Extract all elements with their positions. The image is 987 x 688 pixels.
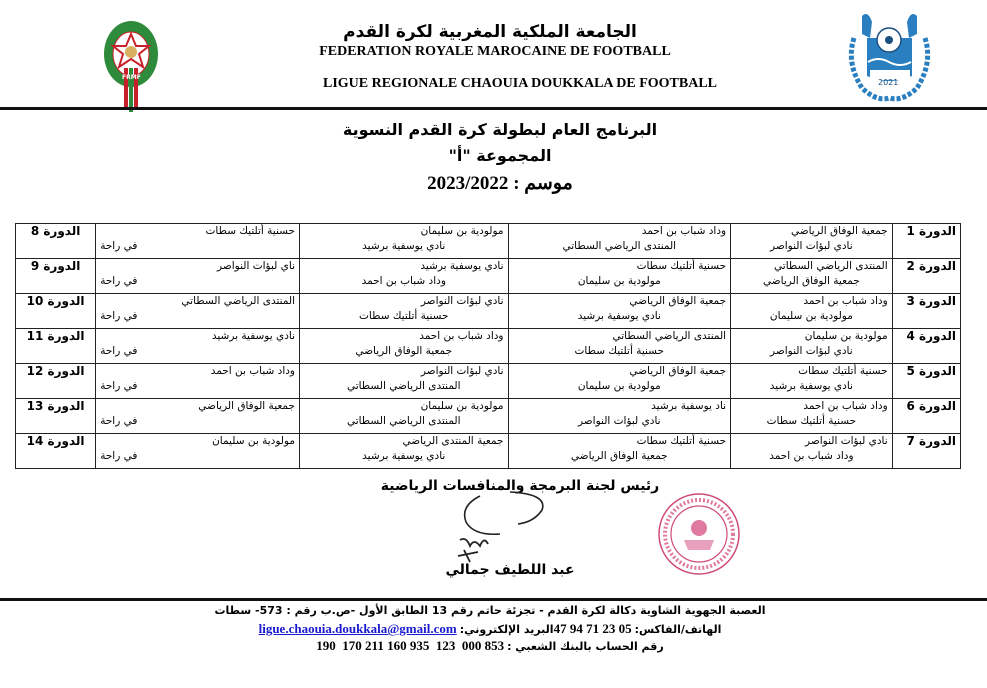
away-team: نادي لبؤات النواصر — [577, 415, 661, 427]
round-label: الدورة 6 — [892, 399, 960, 434]
match-cell — [731, 329, 893, 364]
home-team: جمعية المنتدى الرياضي — [402, 435, 504, 447]
handwritten-signature — [430, 488, 560, 568]
home-team: حسنية أتلتيك سطات — [636, 260, 727, 272]
home-team: نادي لبؤات النواصر — [420, 365, 504, 377]
match-cell — [300, 329, 509, 364]
match-cell — [508, 399, 731, 434]
match-cell — [96, 399, 300, 434]
schedule-row — [16, 434, 961, 469]
match-cell — [300, 399, 509, 434]
home-team: جمعية الوفاق الرياضي — [198, 400, 295, 412]
home-team: جمعية الوفاق الرياضي — [790, 225, 888, 237]
match-cell — [300, 294, 509, 329]
rest-note: في راحة — [100, 310, 138, 322]
group-title: المجموعة "أ" — [448, 146, 552, 165]
match-cell — [96, 434, 300, 469]
round-label-return: الدورة 10 — [16, 294, 96, 329]
signatory-title: رئيس لجنة البرمجة والمنافسات الرياضية — [380, 478, 660, 494]
home-team: المنتدى الرياضي السطاتي — [612, 330, 727, 342]
home-team: وداد شباب بن احمد — [210, 365, 295, 377]
league-logo-year: 2021 — [878, 78, 899, 87]
schedule-row — [16, 329, 961, 364]
frmf-logo-label: FRMF — [122, 74, 141, 81]
away-team: مولودية بن سليمان — [577, 275, 661, 287]
away-team: حسنية أتلتيك سطات — [359, 310, 449, 322]
phone-label: الهاتف/الفاكس: — [634, 623, 722, 636]
round-label: الدورة 4 — [892, 329, 960, 364]
home-team: مولودية بن سليمان — [212, 435, 295, 447]
home-team: وداد شباب بن احمد — [803, 295, 888, 307]
match-cell — [300, 434, 509, 469]
signatory-name: عبد اللطيف جمالي — [445, 562, 575, 578]
round-label: الدورة 5 — [892, 364, 960, 399]
schedule-table — [15, 223, 961, 469]
round-label-return: الدورة 8 — [16, 224, 96, 259]
round-label-return: الدورة 11 — [16, 329, 96, 364]
rest-note: في راحة — [100, 345, 138, 357]
match-cell — [731, 259, 893, 294]
match-cell — [731, 399, 893, 434]
away-team: نادي يوسفية برشيد — [769, 380, 853, 392]
match-cell — [96, 224, 300, 259]
home-team: المنتدى الرياضي السطاتي — [774, 260, 888, 272]
round-label-return: الدورة 13 — [16, 399, 96, 434]
official-stamp — [652, 488, 747, 580]
away-team: جمعية الوفاق الرياضي — [570, 450, 668, 462]
home-team: جمعية الوفاق الرياضي — [629, 365, 727, 377]
match-cell — [508, 434, 731, 469]
season-title: موسم : 2023/2022 — [427, 173, 573, 194]
away-team: وداد شباب بن احمد — [769, 450, 854, 462]
home-team: مولودية بن سليمان — [420, 400, 504, 412]
match-cell — [96, 294, 300, 329]
away-team: مولودية بن سليمان — [577, 380, 661, 392]
round-label-return: الدورة 14 — [16, 434, 96, 469]
round-label: الدورة 2 — [892, 259, 960, 294]
league-logo — [842, 8, 937, 106]
rest-note: في راحة — [100, 415, 138, 427]
rest-note: في راحة — [100, 240, 138, 252]
home-team: وداد شباب بن احمد — [641, 225, 727, 237]
home-team: وداد شباب بن احمد — [803, 400, 888, 412]
match-cell — [508, 294, 731, 329]
home-team: ناي لبؤات النواصر — [217, 260, 295, 272]
match-cell — [731, 434, 893, 469]
home-team: وداد شباب بن احمد — [419, 330, 504, 342]
phone-number: 47 94 71 23 05 — [553, 621, 632, 636]
home-team: مولودية بن سليمان — [804, 330, 888, 342]
match-cell — [508, 329, 731, 364]
match-cell — [96, 259, 300, 294]
rest-note: في راحة — [100, 380, 138, 392]
rest-note: في راحة — [100, 275, 138, 287]
bank-label: رقم الحساب بالبنك الشعبي : — [507, 640, 664, 653]
program-title: البرنامج العام لبطولة كرة القدم النسوية — [342, 120, 658, 139]
round-label: الدورة 7 — [892, 434, 960, 469]
bank-number: 190 170 211 160 935 123 000 853 — [316, 638, 505, 653]
footer-contact — [160, 621, 820, 637]
schedule-row — [16, 224, 961, 259]
match-cell — [300, 259, 509, 294]
away-team: جمعية الوفاق الرياضي — [763, 275, 860, 287]
match-cell — [508, 259, 731, 294]
footer-divider — [0, 598, 987, 601]
schedule-row — [16, 364, 961, 399]
home-team: ناد يوسفية برشيد — [651, 400, 727, 412]
round-label: الدورة 1 — [892, 224, 960, 259]
away-team: حسنية أتلتيك سطات — [766, 415, 857, 427]
round-label-return: الدورة 12 — [16, 364, 96, 399]
home-team: المنتدى الرياضي السطاتي — [181, 295, 295, 307]
home-team: نادي لبؤات النواصر — [420, 295, 504, 307]
away-team: نادي لبؤات النواصر — [770, 240, 853, 252]
rest-note: في راحة — [100, 450, 138, 462]
home-team: حسنية أتلتيك سطات — [798, 365, 888, 377]
email-label: البريد الإلكتروني: — [459, 623, 554, 636]
schedule-row — [16, 294, 961, 329]
league-title-french: LIGUE REGIONALE CHAOUIA DOUKKALA DE FOOTBALL — [322, 76, 717, 91]
away-team: نادي يوسفية برشيد — [362, 240, 446, 252]
home-team: حسنية أتلتيك سطات — [205, 225, 295, 237]
home-team: نادي لبؤات النواصر — [805, 435, 888, 447]
away-team: المنتدى الرياضي السطاتي — [346, 380, 461, 392]
away-team: المنتدى الرياضي السطاتي — [562, 240, 677, 252]
match-cell — [300, 364, 509, 399]
federation-title-french: FEDERATION ROYALE MAROCAINE DE FOOTBALL — [319, 44, 671, 59]
away-team: نادي يوسفية برشيد — [362, 450, 446, 462]
match-cell — [96, 364, 300, 399]
home-team: مولودية بن سليمان — [420, 225, 504, 237]
match-cell — [731, 294, 893, 329]
footer-address: العصبة الجهوية الشاوية دكالة لكرة القدم - تجزئة حاتم رقم 13 الطابق الأول -ص.ب رقم : 573- سطات — [214, 604, 766, 617]
home-team: جمعية الوفاق الرياضي — [629, 295, 727, 307]
away-team: نادي لبؤات النواصر — [770, 345, 853, 357]
match-cell — [300, 224, 509, 259]
away-team: مولودية بن سليمان — [769, 310, 853, 322]
round-label-return: الدورة 9 — [16, 259, 96, 294]
away-team: حسنية أتلتيك سطات — [574, 345, 665, 357]
footer-bank — [160, 638, 820, 654]
round-label: الدورة 3 — [892, 294, 960, 329]
home-team: حسنية أتلتيك سطات — [636, 435, 727, 447]
away-team: جمعية الوفاق الرياضي — [355, 345, 453, 357]
match-cell — [731, 364, 893, 399]
away-team: نادي يوسفية برشيد — [577, 310, 661, 322]
away-team: وداد شباب بن احمد — [361, 275, 446, 287]
match-cell — [96, 329, 300, 364]
schedule-row — [16, 259, 961, 294]
frmf-logo — [100, 16, 162, 112]
match-cell — [731, 224, 893, 259]
email-link[interactable]: ligue.chaouia.doukkala@gmail.com — [258, 621, 457, 636]
federation-title-arabic: الجامعة الملكية المغربية لكرة القدم — [343, 22, 637, 42]
schedule-row — [16, 399, 961, 434]
match-cell — [508, 224, 731, 259]
home-team: نادي يوسفية برشيد — [211, 330, 295, 342]
away-team: المنتدى الرياضي السطاتي — [346, 415, 461, 427]
header-divider — [0, 107, 987, 110]
match-cell — [508, 364, 731, 399]
home-team: نادي يوسفية برشيد — [420, 260, 504, 272]
